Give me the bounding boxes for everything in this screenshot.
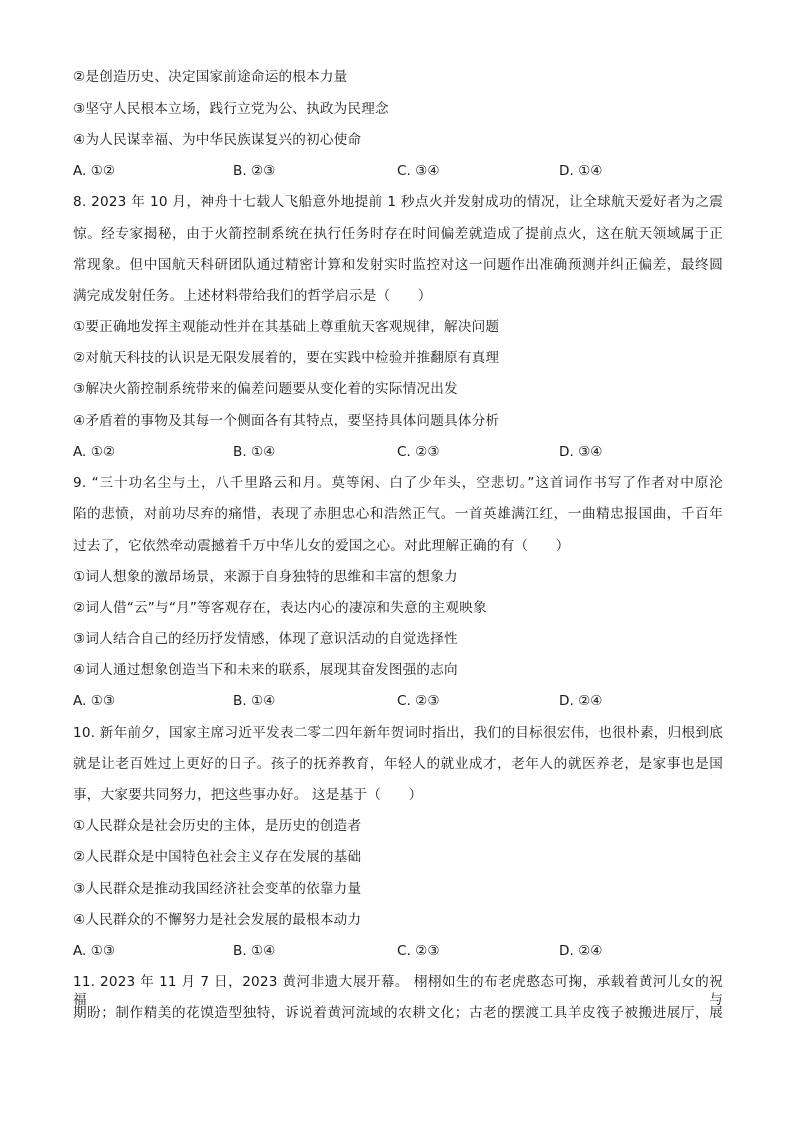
- q8-option-b: B. ①④: [233, 444, 276, 460]
- q10-item-1: ①人民群众是社会历史的主体，是历史的创造者: [73, 818, 362, 834]
- q10-option-d: D. ②④: [559, 943, 603, 959]
- q8-stem-line-1: 8. 2023 年 10 月，神舟十七载人飞船意外地提前 1 秒点火并发射成功的情况，让全球航天爱好者为之震: [73, 194, 723, 210]
- q7-options: [73, 162, 733, 180]
- q10-item-4: ④人民群众的不懈努力是社会发展的最根本动力: [73, 912, 362, 928]
- q8-stem-line-4: 满完成发射任务。上述材料带给我们的哲学启示是（ ）: [73, 288, 432, 304]
- q8-option-a: A. ①②: [73, 444, 116, 460]
- q9-options: [73, 692, 733, 710]
- q7-option-a: A. ①②: [73, 163, 116, 179]
- q9-stem-line-3: 过去了，它依然牵动震撼着千万中华儿女的爱国之心。对此理解正确的有（ ）: [73, 538, 570, 554]
- q8-item-2: ②对航天科技的认识是无限发展着的，要在实践中检验并推翻原有真理: [73, 350, 500, 366]
- q9-item-4: ④词人通过想象创造当下和未来的联系，展现其奋发图强的志向: [73, 662, 458, 678]
- q8-item-1: ①要正确地发挥主观能动性并在其基础上尊重航天客观规律，解决问题: [73, 319, 500, 335]
- q10-item-3: ③人民群众是推动我国经济社会变革的依靠力量: [73, 881, 362, 897]
- q9-option-c: C. ②③: [397, 693, 440, 709]
- q10-item-2: ②人民群众是中国特色社会主义存在发展的基础: [73, 849, 362, 865]
- q7-option-b: B. ②③: [233, 163, 276, 179]
- q8-item-4: ④矛盾着的事物及其每一个侧面各有其特点，要坚持具体问题具体分析: [73, 413, 500, 429]
- q10-option-a: A. ①③: [73, 943, 116, 959]
- q7-item-4: ④为人民谋幸福、为中华民族谋复兴的初心使命: [73, 132, 362, 148]
- q9-item-2: ②词人借“云”与“月”等客观存在，表达内心的凄凉和失意的主观映象: [73, 600, 487, 616]
- q11-stem-line-1: 11. 2023 年 11 月 7 日，2023 黄河非遗大展开幕。 栩栩如生的布老虎憨态可掬，承载着黄河儿女的祝福与: [73, 974, 723, 1008]
- q9-option-b: B. ①④: [233, 693, 276, 709]
- q10-option-c: C. ②③: [397, 943, 440, 959]
- q10-stem-line-1: 10. 新年前夕，国家主席习近平发表二零二四年新年贺词时指出，我们的目标很宏伟，也很朴素，归根到底: [73, 725, 723, 741]
- q8-item-3: ③解决火箭控制系统带来的偏差问题要从变化着的实际情况出发: [73, 381, 458, 397]
- q9-option-d: D. ②④: [559, 693, 603, 709]
- q10-options: [73, 942, 733, 960]
- q7-option-c: C. ③④: [397, 163, 440, 179]
- q7-item-3: ③坚守人民根本立场，践行立党为公、执政为民理念: [73, 101, 389, 117]
- q10-option-b: B. ①④: [233, 943, 276, 959]
- q8-option-d: D. ③④: [559, 444, 603, 460]
- q9-stem-line-2: 陷的悲愤，对前功尽弃的痛惜，表现了赤胆忠心和浩然正气。一首英雄满江红，一曲精忠报国曲，千百年: [73, 506, 723, 522]
- q9-item-1: ①词人想象的激昂场景，来源于自身独特的思维和丰富的想象力: [73, 569, 458, 585]
- q11-stem-line-2: 期盼；制作精美的花馍造型独特，诉说着黄河流域的农耕文化；古老的摆渡工具羊皮筏子被搬进展厅，展: [73, 1005, 723, 1021]
- q10-stem-line-3: 事，大家要共同努力，把这些事办好。 这是基于（ ）: [73, 787, 423, 803]
- q8-options: [73, 443, 733, 461]
- q9-option-a: A. ①③: [73, 693, 116, 709]
- q9-stem-line-1: 9. “三十功名尘与土，八千里路云和月。莫等闲、白了少年头，空悲切。”这首词作书写了作者对中原沦: [73, 475, 723, 491]
- q7-item-2: ②是创造历史、决定国家前途命运的根本力量: [73, 69, 348, 85]
- q10-stem-line-2: 就是让老百姓过上更好的日子。孩子的抚养教育，年轻人的就业成才，老年人的就医养老，是家事也是国: [73, 756, 723, 772]
- q8-option-c: C. ②③: [397, 444, 440, 460]
- q7-option-d: D. ①④: [559, 163, 603, 179]
- q9-item-3: ③词人结合自己的经历抒发情感，体现了意识活动的自觉选择性: [73, 631, 458, 647]
- q8-stem-line-2: 惊。经专家揭秘，由于火箭控制系统在执行任务时存在时间偏差就造成了提前点火，这在航天领域属于正: [73, 226, 723, 242]
- q8-stem-line-3: 常现象。但中国航天科研团队通过精密计算和发射实时监控对这一问题作出准确预测并纠正偏差，最终圆: [73, 257, 723, 273]
